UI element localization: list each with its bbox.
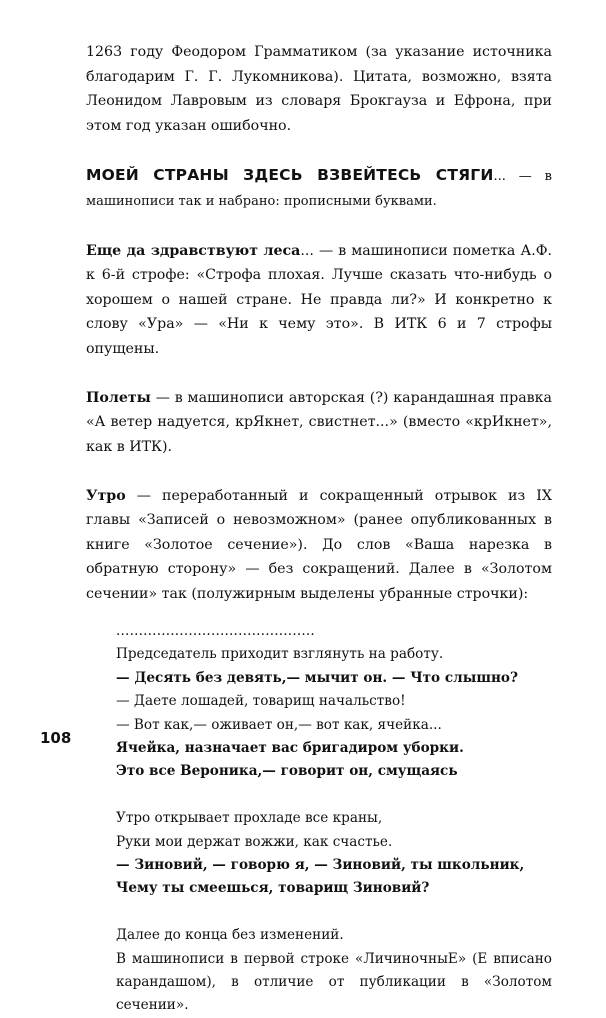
verse-dots: ............................................ bbox=[116, 623, 315, 639]
note-utro bbox=[86, 484, 552, 607]
page-body bbox=[86, 40, 552, 1018]
note-text: — в машинописи авторская (?) карандашная правка «А ветер надуется, крЯкнет, свистнет...» (вместо «крИкнет», как в ИТК). bbox=[86, 389, 552, 455]
verse-line: Руки мои держат вожжи, как счастье. bbox=[116, 833, 393, 850]
note-ellipsis: ... bbox=[493, 168, 506, 184]
note-polety bbox=[86, 386, 552, 460]
verse-line-bold: Это все Вероника,— говорит он, смущаясь bbox=[116, 763, 458, 780]
page-number: 108 bbox=[40, 729, 72, 747]
note-ellipsis: ... bbox=[300, 242, 314, 259]
stanza-gap bbox=[116, 784, 552, 807]
verse-line-bold: Ячейка, назначает вас бригадиром уборки. bbox=[116, 740, 464, 757]
closing-line-1: Далее до конца без изменений. bbox=[116, 927, 344, 944]
verse-line: — Даете лошадей, товарищ начальство! bbox=[116, 693, 406, 710]
intro-paragraph: 1263 году Феодором Грамматиком (за указание источника благодарим Г. Г. Лукомникова). Цитата, возможно, взята Леонидом Лавровым из словаря Брокгауза и Ефрона, при этом год указан ошибочно. bbox=[86, 44, 552, 134]
verse-line: — Вот как,— оживает он,— вот как, ячейка... bbox=[116, 716, 442, 733]
note-text: — переработанный и сокращенный отрывок из IX главы «Записей о невозможном» (ранее опубликованных в книге «Золотое сечение»). До слов «Ваша нарезка в обратную сторону» — без сокращений. Далее в «Золотом сечении» так (полужирным выделены убранные строчки): bbox=[86, 487, 552, 602]
verse-stanza-2 bbox=[116, 807, 552, 901]
verse-line: Председатель приходит взглянуть на работу. bbox=[116, 646, 444, 663]
note-heading: МОЕЙ СТРАНЫ ЗДЕСЬ ВЗВЕЙТЕСЬ СТЯГИ bbox=[86, 165, 494, 184]
closing-line-2: В машинописи в первой строке «ЛичиночныЕ» (Е вписано карандашом), в отличие от публикации в «Золотом сечении». bbox=[116, 950, 552, 1014]
closing-notes bbox=[116, 924, 552, 1018]
note-text: — в машинописи пометка А.Ф. к 6-й строфе: «Строфа плохая. Лучше сказать что-нибудь о хорошем о нашей стране. Не правда ли?» И конкретно к слову «Ура» — «Ни к чему это». В ИТК 6 и 7 строфы опущены. bbox=[86, 242, 552, 357]
verse-line-bold: Чему ты смеешься, товарищ Зиновий? bbox=[116, 880, 430, 897]
verse-line-bold: — Зиновий, — говорю я, — Зиновий, ты школьник, bbox=[116, 857, 525, 874]
note-eshche-da-zdravstvuyut bbox=[86, 239, 552, 362]
note-heading: Утро bbox=[86, 487, 126, 504]
note-moei-strany bbox=[86, 163, 552, 215]
verse-stanza-1 bbox=[116, 643, 552, 783]
verse-excerpt bbox=[116, 620, 552, 924]
note-heading: Полеты bbox=[86, 389, 151, 406]
verse-line: Утро открывает прохладе все краны, bbox=[116, 810, 383, 827]
note-heading: Еще да здравствуют леса bbox=[86, 242, 301, 259]
stanza-gap bbox=[116, 901, 552, 924]
verse-line-bold: — Десять без девять,— мычит он. — Что слышно? bbox=[116, 669, 518, 686]
note-text: — в машинописи так и набрано: прописными буквами. bbox=[86, 168, 553, 209]
